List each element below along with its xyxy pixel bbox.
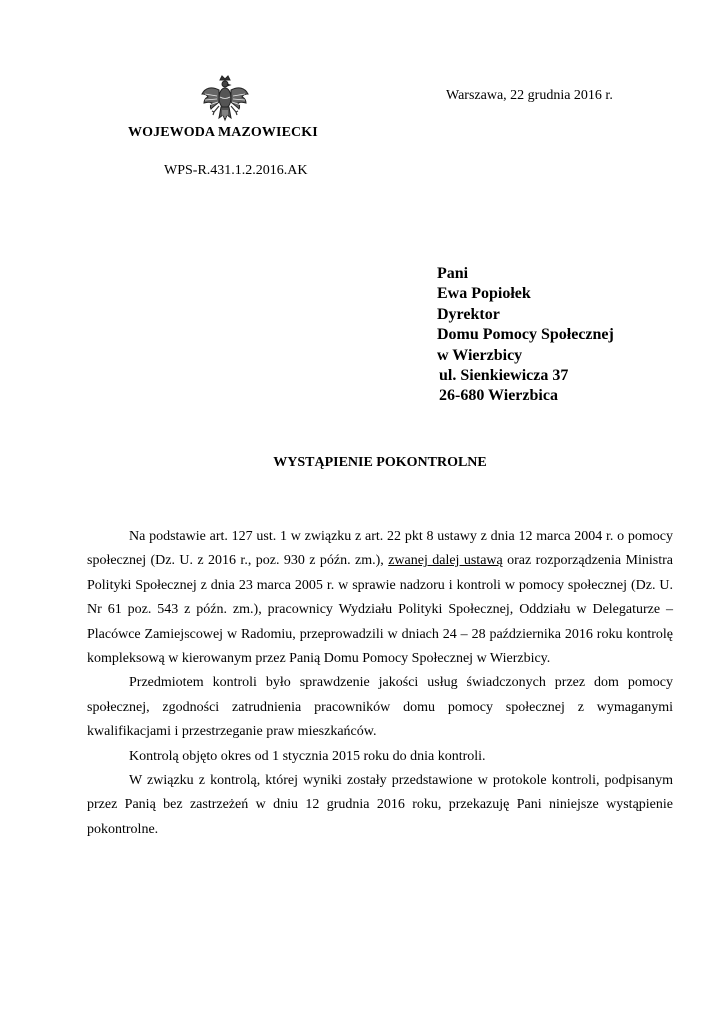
paragraph-legal-basis xyxy=(87,525,673,671)
recipient-position: Dyrektor xyxy=(437,305,500,323)
paragraph-scope: Przedmiotem kontroli było sprawdzenie jakości usług świadczonych przez dom pomocy społecznej, zgodności zatrudnienia pracowników domu pomocy społecznej z wymaganymi kwalifikacjami i przestrzeganie praw mieszkańców. xyxy=(87,675,673,740)
polish-eagle-emblem-icon xyxy=(199,74,251,126)
recipient-address-block xyxy=(437,264,614,407)
paragraph-legal-basis-part1: Na podstawie art. 127 ust. 1 w związku z art. 22 pkt 8 ustawy z dnia 12 marca 2004 r. o pomocy społecznej (Dz. U. z 2016 r., poz. 930 z późn. zm.), xyxy=(87,529,673,569)
reference-number: WPS-R.431.1.2.2016.AK xyxy=(164,163,308,178)
issuer-name: WOJEWODA MAZOWIECKI xyxy=(128,125,318,140)
paragraph-conclusion: W związku z kontrolą, której wyniki zostały przedstawione w protokole kontroli, podpisanym przez Panią bez zastrzeżeń w dniu 12 grudnia 2016 roku, przekazuję Pani niniejsze wystąpienie pokontrolne. xyxy=(87,773,673,837)
recipient-institution: Domu Pomocy Społecznej xyxy=(437,326,614,344)
recipient-locality: w Wierzbicy xyxy=(437,346,523,364)
paragraph-period: Kontrolą objęto okres od 1 stycznia 2015 roku do dnia kontroli. xyxy=(129,748,486,764)
document-title: WYSTĄPIENIE POKONTROLNE xyxy=(273,455,487,470)
place-and-date: Warszawa, 22 grudnia 2016 r. xyxy=(446,88,613,103)
recipient-name: Ewa Popiołek xyxy=(437,285,531,303)
defined-term-underlined: zwanej dalej ustawą xyxy=(388,553,503,569)
recipient-postal-city: 26-680 Wierzbica xyxy=(439,387,558,405)
document-body xyxy=(87,525,673,842)
paragraph-legal-basis-part2: oraz rozporządzenia Ministra Polityki Społecznej z dnia 23 marca 2005 r. w sprawie nadzoru i kontroli w pomocy społecznej (Dz. U. Nr 61 poz. 543 z późn. zm.), pracownicy Wydziału Polityki Społecznej, Oddziału w Delegaturze – Placówce Zamiejscowej w Radomiu, przeprowadzili w dniach 24 – 28 października 2016 roku kontrolę kompleksową w kierowanym przez Panią Domu Pomocy Społecznej w Wierzbicy. xyxy=(87,553,673,667)
recipient-street: ul. Sienkiewicza 37 xyxy=(439,367,569,385)
recipient-salutation: Pani xyxy=(437,265,469,282)
